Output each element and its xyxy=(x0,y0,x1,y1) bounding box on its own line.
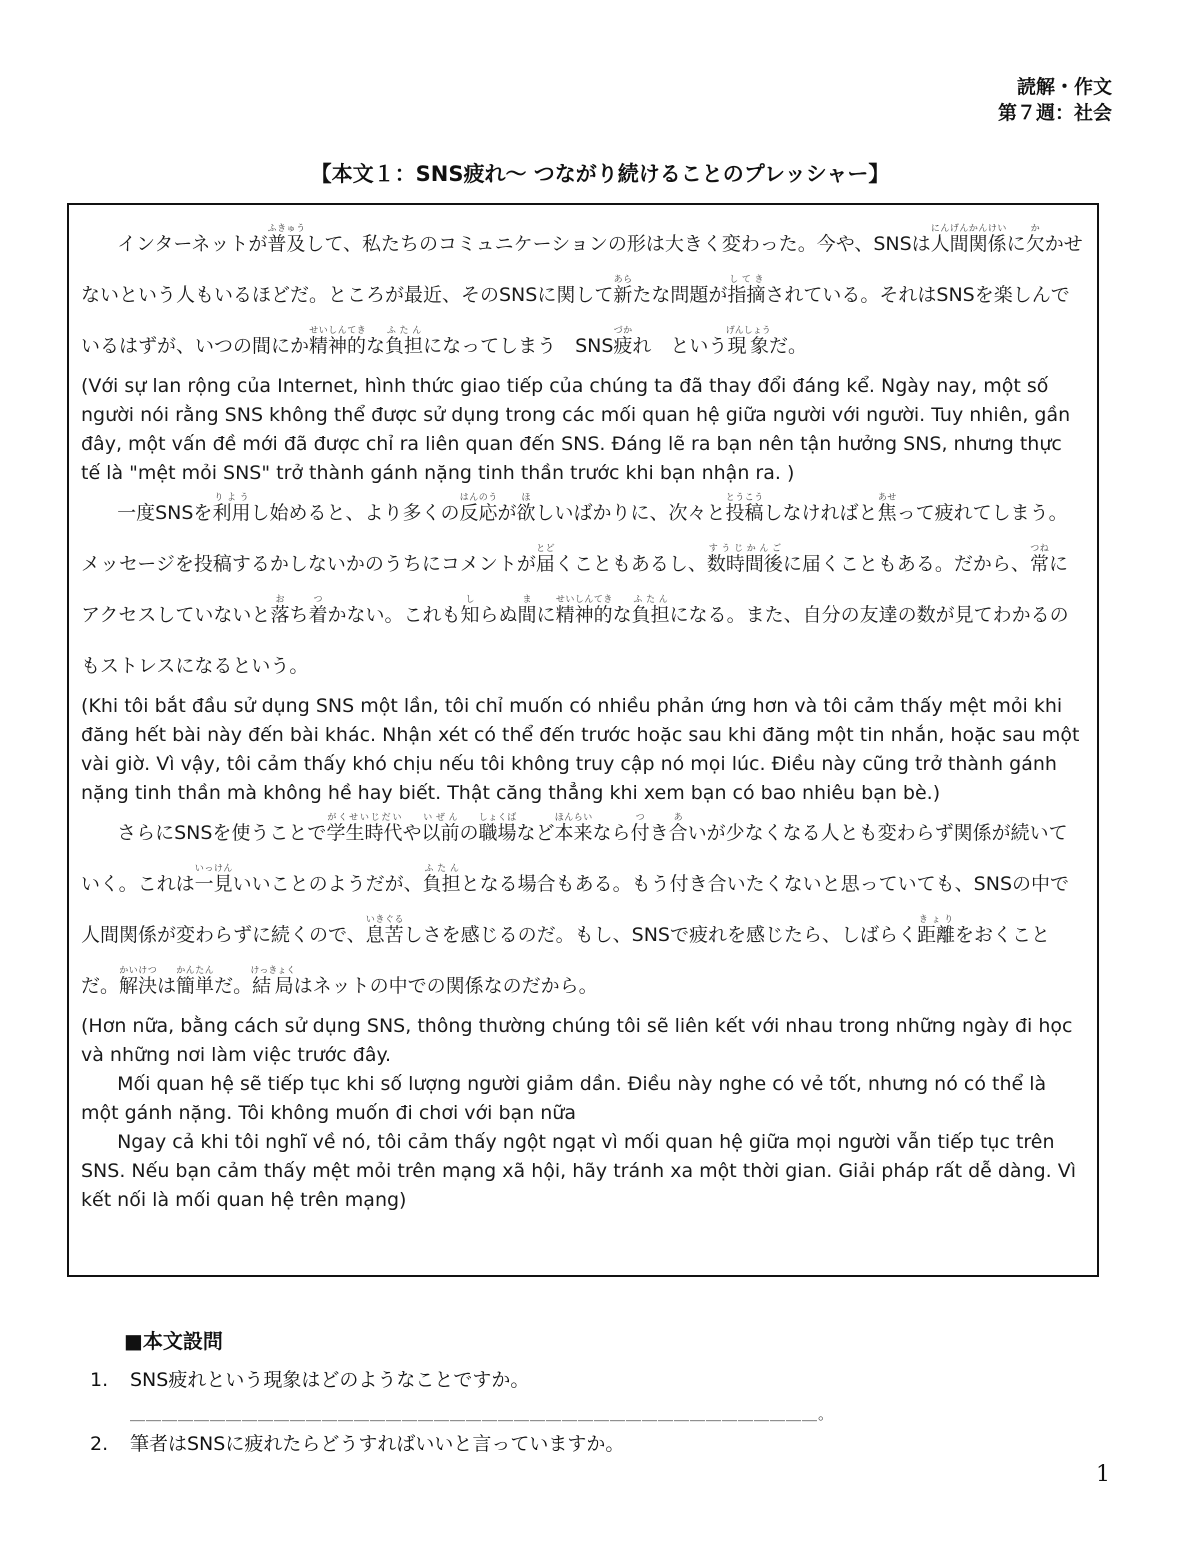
paragraph-1-japanese: インターネットが普及ふきゅうして、私たちのコミュニケーションの形は大きく変わった。今や、SNSは人間関係にんげんかんけいに欠かかせないという人もいるほどだ。ところが最近、そのSNSに関して新あらたな問題が指摘してきされている。それはSNSを楽しんでいるはずが、いつの間にか精神的せいしんてきな負担ふたんになってしまう SNS疲づかれ という現象げんしょうだ。 xyxy=(81,224,1083,357)
course-header xyxy=(998,74,1112,126)
answer-line-1: ＿＿＿＿＿＿＿＿＿＿＿＿＿＿＿＿＿＿＿＿＿＿＿＿＿＿＿＿＿＿＿＿＿＿＿＿＿＿＿＿＿＿＿。 xyxy=(130,1405,835,1423)
course-name: 読解・作文 xyxy=(1016,76,1112,98)
paragraph-3-translation-3: Ngay cả khi tôi nghĩ về nó, tôi cảm thấy ngột ngạt vì mối quan hệ giữa mọi người vẫn tiếp tục trên SNS. Nếu bạn cảm thấy mệt mỏi trên mạng xã hội, hãy tránh xa một thời gian. Giải pháp rất dễ dàng. Vì kết nối là mối quan hệ trên mạng) xyxy=(81,1131,1077,1211)
paragraph-2-translation: (Khi tôi bắt đầu sử dụng SNS một lần, tôi chỉ muốn có nhiều phản ứng hơn và tôi cảm thấy mệt mỏi khi đăng hết bài này đến bài khác. Nhận xét có thể đến trước hoặc sau khi đăng một tin nhắn, hoặc sau một vài giờ. Vì vậy, tôi cảm thấy khó chịu nếu tôi không truy cập nó mọi lúc. Điều này cũng trở thành gánh nặng tinh thần mà không hề hay biết. Thật căng thẳng khi xem bạn có bao nhiêu bạn bè.) xyxy=(81,695,1080,804)
passage-title: 【本文１：SNS疲れ～ つながり続けることのプレッシャー】 xyxy=(310,162,890,186)
question-2 xyxy=(90,1429,624,1456)
passage-box xyxy=(67,203,1099,1277)
question-2-number: 2. xyxy=(90,1433,109,1455)
paragraph-2-japanese: 一度SNSを利用りようし始めると、より多くの反応はんのうが欲ほしいばかりに、次々と投稿とうこうしなければと焦あせって疲れてしまう。メッセージを投稿するかしないかのうちにコメントが届とどくこともあるし、数時間後すうじかんごに届くこともある。だから、常つねにアクセスしていないと落おち着つかない。これも知しらぬ間まに精神的せいしんてきな負担ふたんになる。また、自分の友達の数が見てわかるのもストレスになるという。 xyxy=(81,493,1069,677)
page-number: 1 xyxy=(1096,1462,1110,1487)
questions-heading: ■本文設問 xyxy=(124,1329,223,1353)
question-1-number: 1. xyxy=(90,1369,109,1391)
paragraph-3-translation-1: (Hơn nữa, bằng cách sử dụng SNS, thông thường chúng tôi sẽ liên kết với nhau trong những ngày đi học và những nơi làm việc trước đây. xyxy=(81,1015,1073,1066)
paragraph-1-translation: (Với sự lan rộng của Internet, hình thức giao tiếp của chúng ta đã thay đổi đáng kể. Ngày nay, một số người nói rằng SNS không thể được sử dụng trong các mối quan hệ giữa người với người. Tuy nhiên, gần đây, một vấn đề mới đã được chỉ ra liên quan đến SNS. Đáng lẽ ra bạn nên tận hưởng SNS, nhưng thực tế là "mệt mỏi SNS" trở thành gánh nặng tinh thần trước khi bạn nhận ra. ) xyxy=(81,375,1071,484)
question-1-text: SNS疲れという現象はどのようなことですか。 xyxy=(130,1369,530,1391)
question-1 xyxy=(90,1365,529,1392)
paragraph-3-japanese: さらにSNSを使うことで学生時代がくせいじだいや以前いぜんの職場しょくばなど本来ほんらいなら付つき合あいが少なくなる人とも変わらず関係が続いていく。これは一見いっけんいいことのようだが、負担ふたんとなる場合もある。もう付き合いたくないと思っていても、SNSの中で人間関係が変わらずに続くので、息苦いきぐるしさを感じるのだ。もし、SNSで疲れを感じたら、しばらく距離きょりをおくことだ。解決かいけつは簡単かんたんだ。結局けっきょくはネットの中での関係なのだから。 xyxy=(81,813,1070,997)
question-2-text: 筆者はSNSに疲れたらどうすればいいと言っていますか。 xyxy=(130,1433,625,1455)
week-topic: 第７週：社会 xyxy=(997,102,1112,124)
paragraph-3-translation-2: Mối quan hệ sẽ tiếp tục khi số lượng người giảm dần. Điều này nghe có vẻ tốt, nhưng nó có thể là một gánh nặng. Tôi không muốn đi chơi với bạn nữa xyxy=(81,1073,1047,1124)
